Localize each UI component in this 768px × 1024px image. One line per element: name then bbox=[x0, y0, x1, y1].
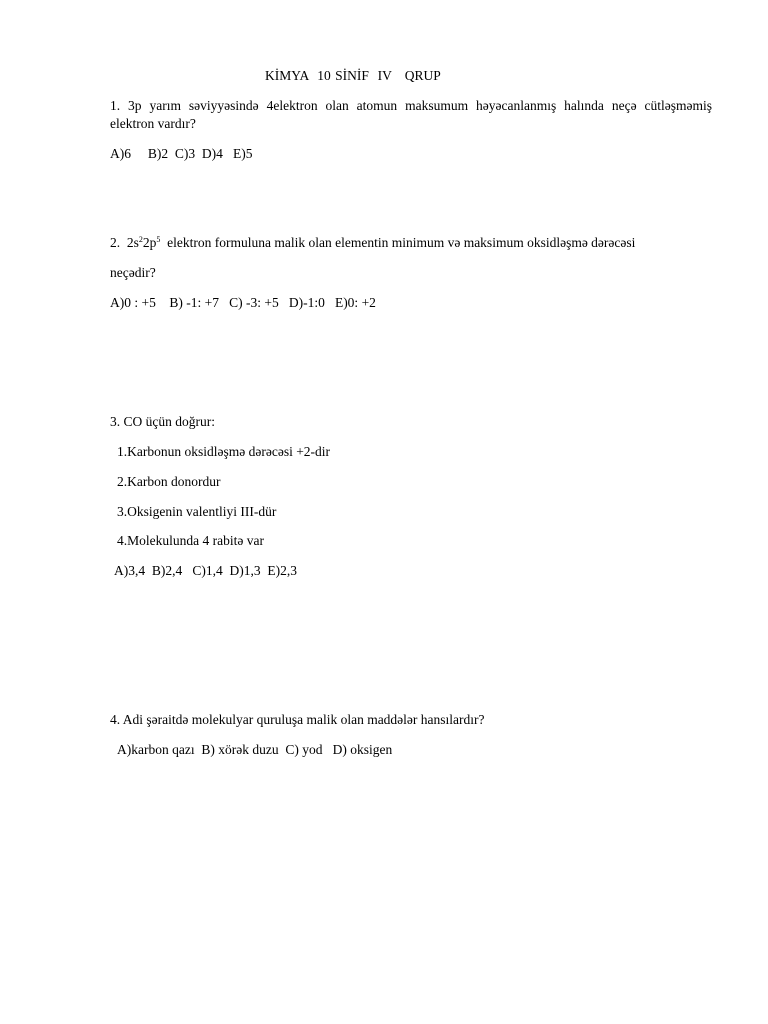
question-3-answers: A)3,4 B)2,4 C)1,4 D)1,3 E)2,3 bbox=[114, 563, 297, 578]
question-2-text-cont: neçədir? bbox=[110, 265, 156, 280]
page-title: KİMYA 10 SİNİF IV QRUP bbox=[265, 68, 441, 83]
question-4-text: 4. Adi şəraitdə molekulyar quruluşa malik olan maddələr hansılardır? bbox=[110, 712, 485, 727]
question-3-statement-1: 1.Karbonun oksidləşmə dərəcəsi +2-dir bbox=[117, 444, 331, 459]
superscript-2: 2 bbox=[138, 235, 143, 244]
superscript-5: 5 bbox=[156, 235, 161, 244]
question-3-statement-2: 2.Karbon donordur bbox=[117, 474, 221, 489]
question-2-rest: elektron formuluna malik olan elementin minimum və maksimum oksidləşmə dərəcəsi bbox=[160, 235, 636, 250]
question-1-text-cont: elektron vardır? bbox=[110, 116, 196, 131]
question-1-answers: A)6 B)2 C)3 D)4 E)5 bbox=[110, 146, 253, 161]
question-2-text bbox=[110, 234, 635, 251]
question-2-prefix: 2. 2s bbox=[110, 235, 139, 250]
question-2-orbital: 2p bbox=[142, 235, 157, 250]
question-3-text: 3. CO üçün doğrur: bbox=[110, 414, 215, 429]
question-3-statement-4: 4.Molekulunda 4 rabitə var bbox=[117, 533, 264, 548]
question-3-statement-3: 3.Oksigenin valentliyi III-dür bbox=[117, 504, 277, 519]
question-1-text: 1. 3p yarım səviyyəsində 4elektron olan atomun maksumum həyəcanlanmış halında neçə cütləşməmiş bbox=[110, 98, 712, 113]
question-4-answers: A)karbon qazı B) xörək duzu C) yod D) oksigen bbox=[117, 742, 393, 757]
question-2-answers: A)0 : +5 B) -1: +7 C) -3: +5 D)-1:0 E)0: +2 bbox=[110, 295, 376, 310]
